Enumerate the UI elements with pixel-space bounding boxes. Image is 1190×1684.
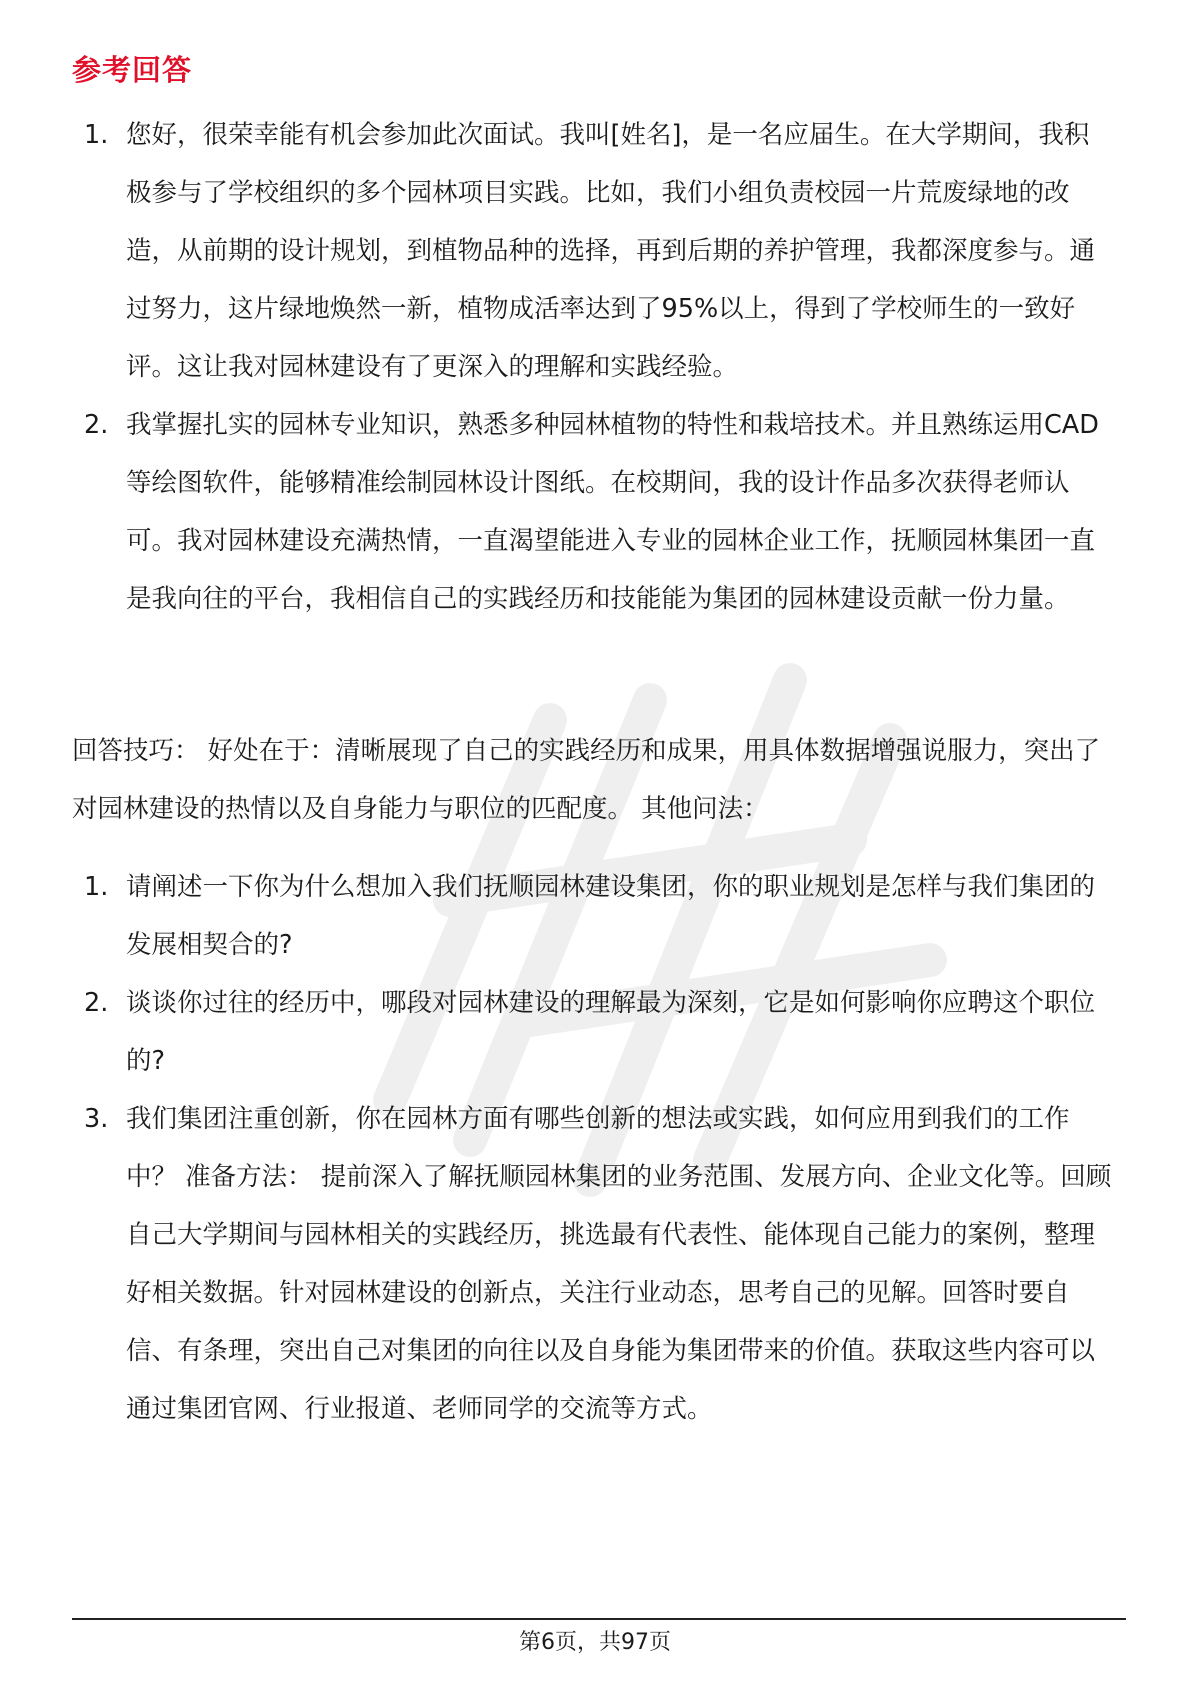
list-number: 2. <box>84 988 109 1018</box>
answer-text: 您好，很荣幸能有机会参加此次面试。我叫[姓名]，是一名应届生。在大学期间，我积极参与了学校组织的多个园林项目实践。比如，我们小组负责校园一片荒废绿地的改造，从前期的设计规划，到植物品种的选择，再到后期的养护管理，我都深度参与。通过努力，这片绿地焕然一新，植物成活率达到了95%以上，得到了学校师生的一致好评。这让我对园林建设有了更深入的理解和实践经验。 <box>126 120 1096 382</box>
list-number: 1. <box>84 120 109 150</box>
answer-text: 我掌握扎实的园林专业知识，熟悉多种园林植物的特性和栽培技术。并且熟练运用CAD等绘图软件，能够精准绘制园林设计图纸。在校期间，我的设计作品多次获得老师认可。我对园林建设充满热情，一直渴望能进入专业的园林企业工作，抚顺园林集团一直是我向往的平台，我相信自己的实践经历和技能能为集团的园林建设贡献一份力量。 <box>126 410 1099 614</box>
page-number: 第6页，共97页 <box>519 1630 671 1655</box>
question-text: 我们集团注重创新，你在园林方面有哪些创新的想法或实践，如何应用到我们的工作中？ 准备方法： 提前深入了解抚顺园林集团的业务范围、发展方向、企业文化等。回顾自己大学期间与园林相关的实践经历，挑选最有代表性、能体现自己能力的案例，整理好相关数据。针对园林建设的创新点，关注行业动态，思考自己的见解。回答时要自信、有条理，突出自己对集团的向往以及自身能为集团带来的价值。获取这些内容可以通过集团官网、行业报道、老师同学的交流等方式。 <box>126 1104 1112 1424</box>
answer-item-2 <box>72 396 1112 628</box>
list-number: 2. <box>84 410 109 440</box>
list-number: 1. <box>84 872 109 902</box>
question-text: 请阐述一下你为什么想加入我们抚顺园林建设集团，你的职业规划是怎样与我们集团的发展相契合的? <box>126 872 1096 960</box>
question-item-3 <box>72 1090 1112 1438</box>
answer-item-1 <box>72 106 1112 396</box>
section-heading: 参考回答 <box>72 53 193 87</box>
alternative-questions-list <box>72 858 1112 1438</box>
answer-tips: 回答技巧： 好处在于：清晰展现了自己的实践经历和成果，用具体数据增强说服力，突出了对园林建设的热情以及自身能力与职位的匹配度。 其他问法： <box>72 736 1101 824</box>
list-number: 3. <box>84 1104 109 1134</box>
footer-divider <box>72 1618 1126 1620</box>
answer-list <box>72 106 1112 628</box>
question-item-2 <box>72 974 1112 1090</box>
question-item-1 <box>72 858 1112 974</box>
question-text: 谈谈你过往的经历中，哪段对园林建设的理解最为深刻，它是如何影响你应聘这个职位的? <box>126 988 1096 1076</box>
